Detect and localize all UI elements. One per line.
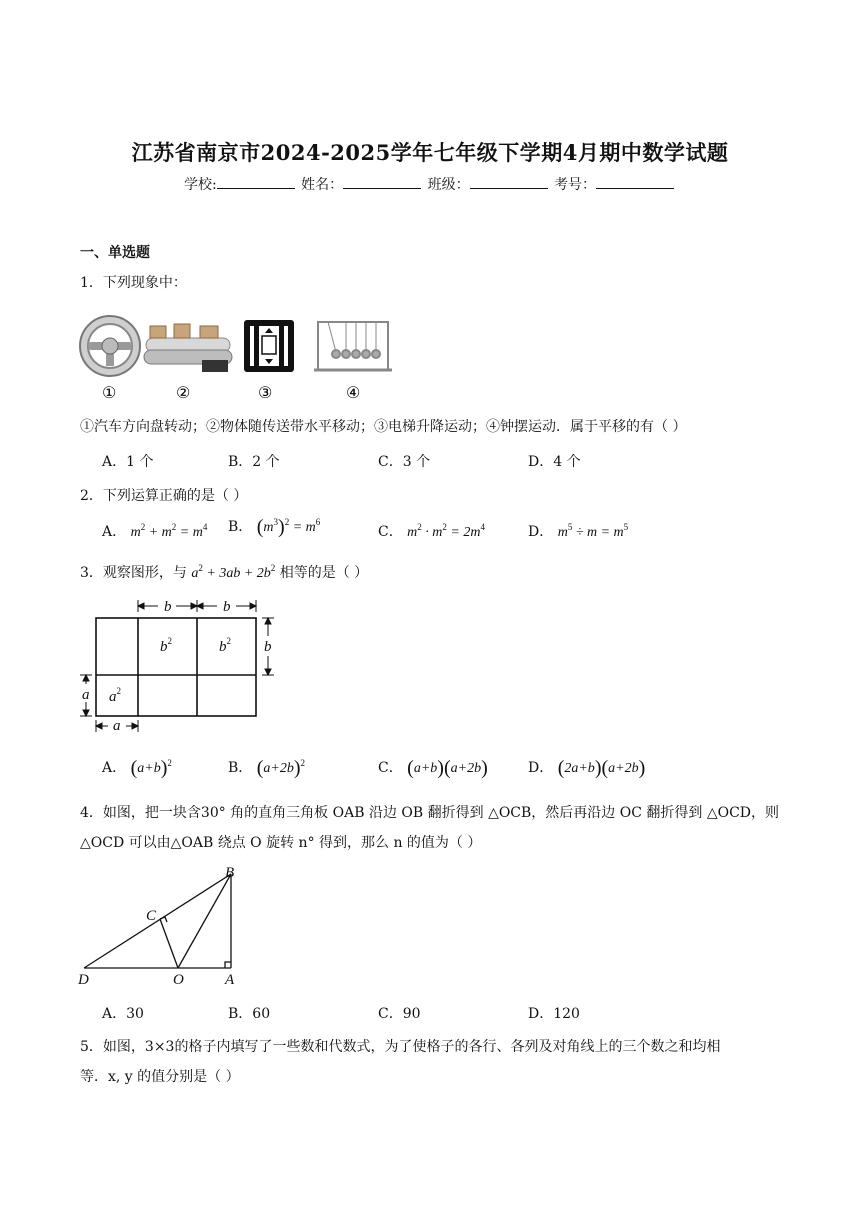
q1-stem: 1．下列现象中： <box>80 275 187 291</box>
q5-line2: 等．x, y 的值分别是（ ） <box>80 1069 240 1085</box>
q4-line1: 4．如图，把一块含30° 角的直角三角板 OAB 沿边 OB 翻折得到 △OCB，然后再沿边 OC 翻折得到 △OCD，则 <box>80 805 780 821</box>
name-label: 姓名： <box>301 177 344 193</box>
q4-point-o: O <box>173 972 184 988</box>
q4-point-d: D <box>78 972 89 988</box>
q1-option-a[interactable]: A．1 个 <box>102 454 154 470</box>
q4-option-b[interactable]: B．60 <box>228 1006 271 1022</box>
school-blank <box>217 174 295 189</box>
q3-label-a-side: a <box>82 687 90 703</box>
class-label: 班级： <box>427 177 470 193</box>
q4-point-b: B <box>225 865 235 881</box>
q3-option-b[interactable]: B． $(a+2b)^2$ <box>228 757 306 779</box>
page-title: 江苏省南京市2024-2025学年七年级下学期4月期中数学试题 <box>131 140 729 165</box>
q3-letter-b: B． <box>228 760 253 776</box>
q2-option-d[interactable]: D． $m^5 \div m = m^5$ <box>528 522 629 540</box>
q3-option-a[interactable]: A． $(a+b)^2$ <box>102 757 172 779</box>
q1-label-2: ② <box>176 385 191 402</box>
conveyor-belt-icon <box>144 324 232 372</box>
q2-letter-b: B． <box>228 519 253 535</box>
q2-letter-a: A． <box>102 524 127 540</box>
q4-option-c[interactable]: C．90 <box>378 1006 421 1022</box>
q2-stem: 2．下列运算正确的是（ ） <box>80 488 248 504</box>
q3-label-b-top1: b <box>164 599 172 615</box>
q3-letter-c: C． <box>378 760 403 776</box>
class-blank <box>470 174 548 189</box>
exam-no-label: 考号： <box>554 177 597 193</box>
q1-text: ①汽车方向盘转动；②物体随传送带水平移动；③电梯升降运动；④钟摆运动．属于平移的有（ ） <box>80 419 687 435</box>
q1-option-b[interactable]: B．2 个 <box>228 454 280 470</box>
q1-pictures <box>74 314 404 404</box>
q2-letter-c: C． <box>378 524 403 540</box>
q3-letter-d: D． <box>528 760 554 776</box>
pendulum-icon <box>314 322 392 370</box>
steering-wheel-icon <box>80 316 140 376</box>
q2-option-b[interactable]: B． $(m^3)^2 = m^6$ <box>228 516 321 538</box>
q3-option-d[interactable]: D． (2a+b)(a+2b) <box>528 757 646 779</box>
elevator-icon <box>244 320 294 372</box>
q2-option-c[interactable]: C． $m^2 \cdot m^2 = 2m^4$ <box>378 522 485 540</box>
q2-option-a[interactable]: A． $m^2 + m^2 = m^4$ <box>102 522 208 540</box>
q3-letter-a: A． <box>102 760 127 776</box>
q4-option-a[interactable]: A．30 <box>102 1006 144 1022</box>
q3-option-c[interactable]: C． (a+b)(a+2b) <box>378 757 488 779</box>
exam-no-blank <box>596 174 674 189</box>
q1-option-d[interactable]: D．4 个 <box>528 454 581 470</box>
q2-letter-d: D． <box>528 524 554 540</box>
q3-stem: 3．观察图形，与 $a^2 + 3ab + 2b^2$ 相等的是（ ） <box>80 563 369 581</box>
q3-stem-a: 3．观察图形，与 <box>80 565 187 581</box>
section-heading: 一、单选题 <box>80 245 150 261</box>
student-info <box>0 174 860 194</box>
q4-line2: △OCD 可以由△OAB 绕点 O 旋转 n° 得到，那么 n 的值为（ ） <box>80 835 482 851</box>
name-blank <box>343 174 421 189</box>
svg-text:a2: $a^2$ <box>109 686 121 705</box>
q3-figure <box>76 596 286 738</box>
school-label: 学校: <box>183 177 217 193</box>
q4-figure <box>74 862 244 990</box>
q1-label-1: ① <box>102 385 117 402</box>
svg-text:b2: $b^2$ <box>219 636 231 655</box>
q4-point-c: C <box>146 908 157 924</box>
q3-label-a-bottom: a <box>113 718 121 734</box>
q1-label-4: ④ <box>346 385 361 402</box>
q4-option-d[interactable]: D．120 <box>528 1006 580 1022</box>
q3-stem-b: 相等的是（ ） <box>279 565 369 581</box>
q3-label-b-side: b <box>264 639 272 655</box>
q4-point-a: A <box>225 972 235 988</box>
q1-option-c[interactable]: C．3 个 <box>378 454 431 470</box>
svg-text:b2: $b^2$ <box>160 636 172 655</box>
q1-label-3: ③ <box>258 385 273 402</box>
q5-line1: 5．如图，3×3的格子内填写了一些数和代数式，为了使格子的各行、各列及对角线上的三个数之和均相 <box>80 1039 721 1055</box>
q3-label-b-top2: b <box>223 599 231 615</box>
